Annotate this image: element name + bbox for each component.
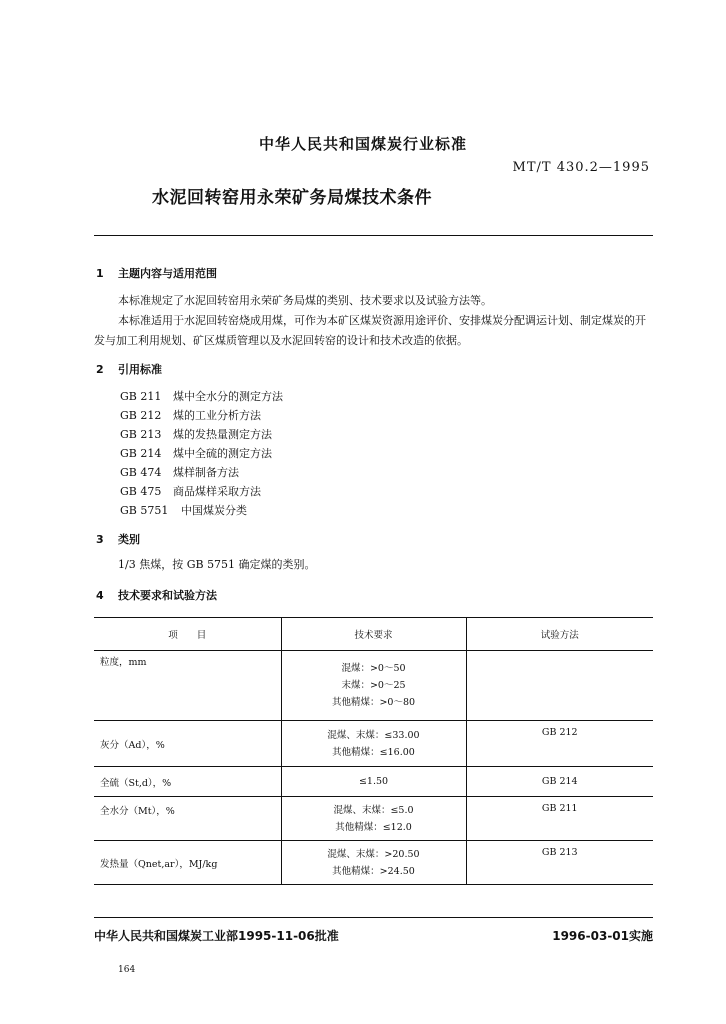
column-header-item: 项 目 xyxy=(94,618,281,651)
technical-requirements-table xyxy=(94,617,653,885)
section-4-heading xyxy=(96,587,217,603)
standard-category: 中华人民共和国煤炭行业标准 xyxy=(258,135,467,153)
item-cell: 灰分（Ad），% xyxy=(94,721,281,767)
table-row xyxy=(94,797,653,841)
reference-name: 煤的发热量测定方法 xyxy=(173,428,272,441)
reference-name: 煤样制备方法 xyxy=(173,466,239,479)
reference-name: 中国煤炭分类 xyxy=(181,504,247,517)
method-cell xyxy=(466,651,653,721)
paragraph: 1/3 焦煤，按 GB 5751 确定煤的类别。 xyxy=(118,558,316,571)
document-title: 水泥回转窑用永荣矿务局煤技术条件 xyxy=(152,188,432,208)
reference-name: 煤中全水分的测定方法 xyxy=(173,390,283,403)
table-header-row xyxy=(94,618,653,651)
reference-item xyxy=(120,388,283,404)
reference-item xyxy=(120,502,247,518)
reference-code: GB 475 xyxy=(120,485,162,498)
header-divider xyxy=(94,235,653,236)
section-title: 技术要求和试验方法 xyxy=(118,589,217,602)
section-number: 2 xyxy=(96,363,104,376)
item-cell: 粒度，mm xyxy=(94,651,281,721)
page-number: 164 xyxy=(118,965,136,975)
requirement-line: 其他精煤：≤12.0 xyxy=(335,821,412,833)
requirement-cell xyxy=(281,841,466,885)
requirement-line: 混煤：>0～50 xyxy=(341,663,406,674)
section-number: 4 xyxy=(96,589,104,602)
reference-code: GB 211 xyxy=(120,390,162,403)
requirement-line: 其他精煤：>0～80 xyxy=(331,697,416,708)
reference-name: 商品煤样采取方法 xyxy=(173,485,261,498)
table-row xyxy=(94,767,653,797)
column-header-requirements: 技术要求 xyxy=(281,618,466,651)
reference-name: 煤中全硫的测定方法 xyxy=(173,447,272,460)
section-number: 3 xyxy=(96,533,104,546)
reference-code: GB 5751 xyxy=(120,504,169,517)
section-number: 1 xyxy=(96,267,104,280)
requirement-cell xyxy=(281,721,466,767)
paragraph: 本标准适用于水泥回转窑烧成用煤，可作为本矿区煤炭资源用途评价、安排煤炭分配调运计划、制定煤炭的开发与加工利用规划、矿区煤质管理以及水泥回转窑的设计和技术改造的依据。 xyxy=(94,314,646,347)
reference-code: GB 212 xyxy=(120,409,162,422)
requirement-line: ≤1.50 xyxy=(358,776,389,787)
standard-code: MT/T 430.2—1995 xyxy=(512,160,650,175)
method-cell: GB 212 xyxy=(466,721,653,767)
column-header-method: 试验方法 xyxy=(466,618,653,651)
requirement-cell xyxy=(281,651,466,721)
section-1-heading xyxy=(96,265,217,281)
section-title: 类别 xyxy=(118,533,140,546)
requirement-cell xyxy=(281,797,466,841)
reference-item xyxy=(120,483,261,499)
table-row xyxy=(94,651,653,721)
requirement-line: 混煤、末煤：≤33.00 xyxy=(327,729,420,741)
section-2-heading xyxy=(96,361,162,377)
reference-item xyxy=(120,426,272,442)
requirement-cell xyxy=(281,767,466,797)
reference-code: GB 213 xyxy=(120,428,162,441)
section-title: 引用标准 xyxy=(118,363,162,376)
item-cell: 发热量（Qnet,ar），MJ/kg xyxy=(94,841,281,885)
method-cell: GB 213 xyxy=(466,841,653,885)
requirement-line: 混煤、末煤：>20.50 xyxy=(327,848,420,860)
section-title: 主题内容与适用范围 xyxy=(118,267,217,280)
requirement-line: 其他精煤：≤16.00 xyxy=(332,746,415,758)
method-cell: GB 211 xyxy=(466,797,653,841)
table-row xyxy=(94,841,653,885)
reference-item xyxy=(120,445,272,461)
table-row xyxy=(94,721,653,767)
method-cell: GB 214 xyxy=(466,767,653,797)
reference-item xyxy=(120,464,239,480)
requirement-line: 混煤、末煤：≤5.0 xyxy=(333,804,414,816)
requirement-line: 末煤：>0～25 xyxy=(341,680,406,691)
implementation-date: 1996-03-01实施 xyxy=(552,929,653,943)
reference-code: GB 474 xyxy=(120,466,162,479)
reference-item xyxy=(120,407,261,423)
requirement-line: 其他精煤：>24.50 xyxy=(332,865,415,877)
item-cell: 全硫（St,d），% xyxy=(94,767,281,797)
approval-line: 中华人民共和国煤炭工业部1995-11-06批准 xyxy=(94,929,339,943)
reference-name: 煤的工业分析方法 xyxy=(173,409,261,422)
section-3-heading xyxy=(96,531,140,547)
item-cell: 全水分（Mt），% xyxy=(94,797,281,841)
reference-code: GB 214 xyxy=(120,447,162,460)
footer-divider xyxy=(94,917,653,918)
paragraph: 本标准规定了水泥回转窑用永荣矿务局煤的类别、技术要求以及试验方法等。 xyxy=(118,294,492,307)
